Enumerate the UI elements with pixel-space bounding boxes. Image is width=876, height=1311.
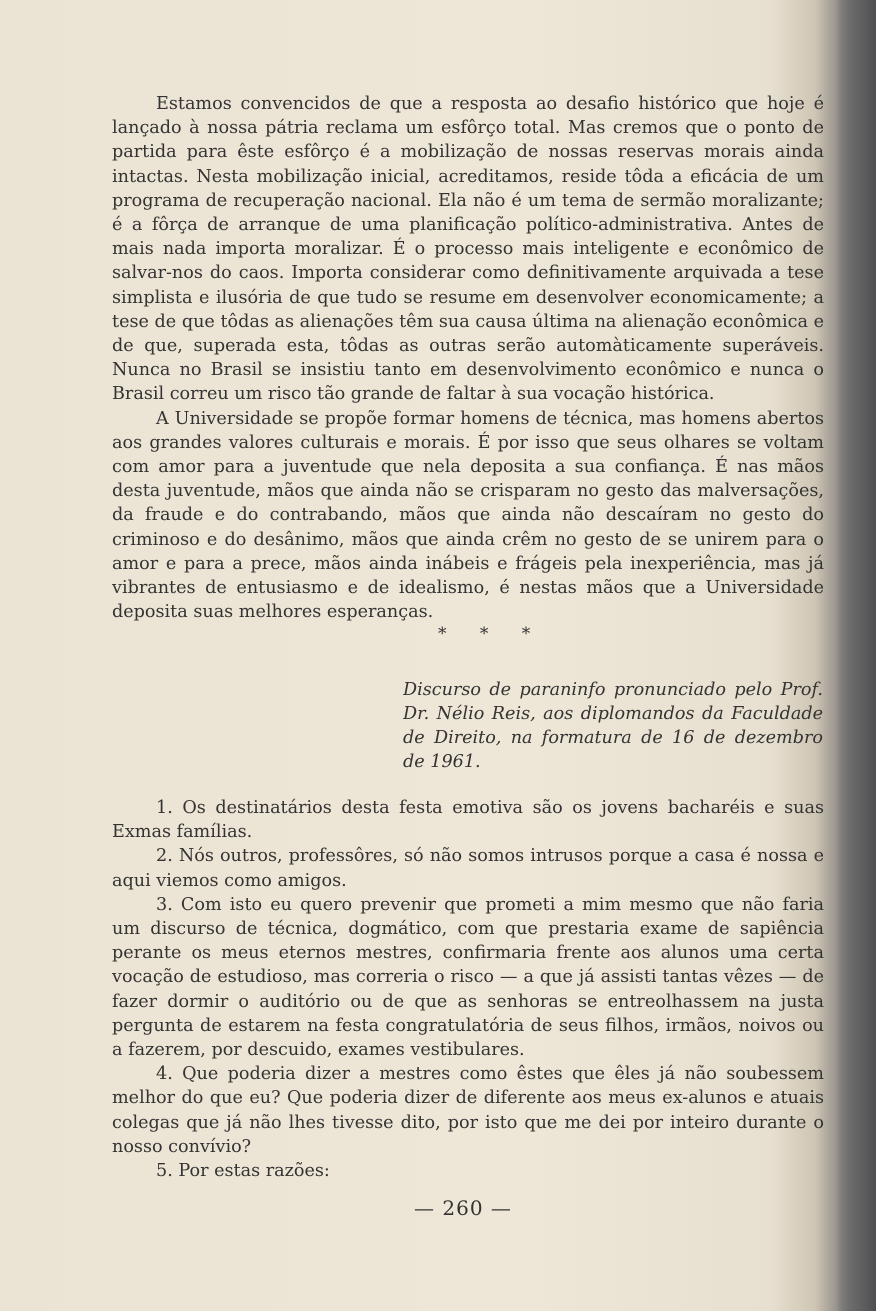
numbered-paragraph-1: 1. Os destinatários desta festa emotiva são os jovens bacharéis e suas Exmas famílias. [112,798,824,843]
speech-caption: Discurso de paraninfo pronunciado pelo Prof. Dr. Nélio Reis, aos diplomandos da Faculdade de Direito, na formatura de 16 de dezembro de 1961. [403,680,823,772]
numbered-paragraphs [112,796,824,1183]
numbered-paragraph-2: 2. Nós outros, professôres, só não somos intrusos porque a casa é nossa e aqui viemos como amigos. [112,846,824,891]
paragraph-2: A Universidade se propõe formar homens de técnica, mas homens abertos aos grandes valores culturais e morais. É por isso que seus olhares se voltam com amor para a juventude que nela deposita a sua confiança. É nas mãos desta juventude, mãos que ainda não se crisparam no gesto das malversações, da fraude e do contrabando, mãos que ainda não descaíram no gesto do criminoso e do desânimo, mãos que ainda crêm no gesto de se unirem para o amor e para a prece, mãos ainda inábeis e frágeis pela inexperiência, mas já vibrantes de entusiasmo e de idealismo, é nestas mãos que a Universidade deposita suas melhores esperanças. [112,408,824,623]
page-number: — 260 — [414,1196,512,1220]
page-gutter-shadow [836,0,876,1311]
numbered-paragraph-3: 3. Com isto eu quero prevenir que prometi a mim mesmo que não faria um discurso de técnica, dogmático, com que prestaria exame de sapiência perante os meus eternos mestres, confirmaria frente aos alunos uma certa vocação de estudioso, mas correria o risco — a que já assisti tantas vêzes — de fazer dormir o auditório ou de que as senhoras se entreolhassem na justa pergunta de estarem na festa congratulatória de seus filhos, irmãos, noivos ou a fazerem, por descuido, exames vestibulares. [112,894,824,1061]
paragraph-1: Estamos convencidos de que a resposta ao desafio histórico que hoje é lançado à nossa pátria reclama um esfôrço total. Mas cremos que o ponto de partida para êste esfôrço é a mobilização de nossas reservas morais ainda intactas. Nesta mobilização inicial, acreditamos, reside tôda a eficácia de um programa de recuperação nacional. Ela não é um tema de sermão moralizante; é a fôrça de arranque de uma planificação político-administrativa. Antes de mais nada importa moralizar. É o processo mais inteligente e econômico de salvar-nos do caos. Importa considerar como definitivamente arquivada a tese simplista e ilusória de que tudo se resume em desenvolver economicamente; a tese de que tôdas as alienações têm sua causa última na alienação econômica e de que, superada esta, tôdas as outras serão automàticamente superáveis. Nunca no Brasil se insistiu tanto em desenvolvimento econômico e nunca o Brasil correu um risco tão grande de faltar à sua vocação histórica. [112,94,824,405]
numbered-paragraph-5: 5. Por estas razões: [156,1161,330,1182]
body-text [112,92,824,624]
numbered-paragraph-4: 4. Que poderia dizer a mestres como êstes que êles já não soubessem melhor do que eu? Que poderia dizer de diferente aos meus ex-alunos e atuais colegas que já não lhes tivesse dito, por isto que me dei por inteiro durante o nosso convívio? [112,1064,824,1157]
section-separator: * * * [438,624,545,644]
